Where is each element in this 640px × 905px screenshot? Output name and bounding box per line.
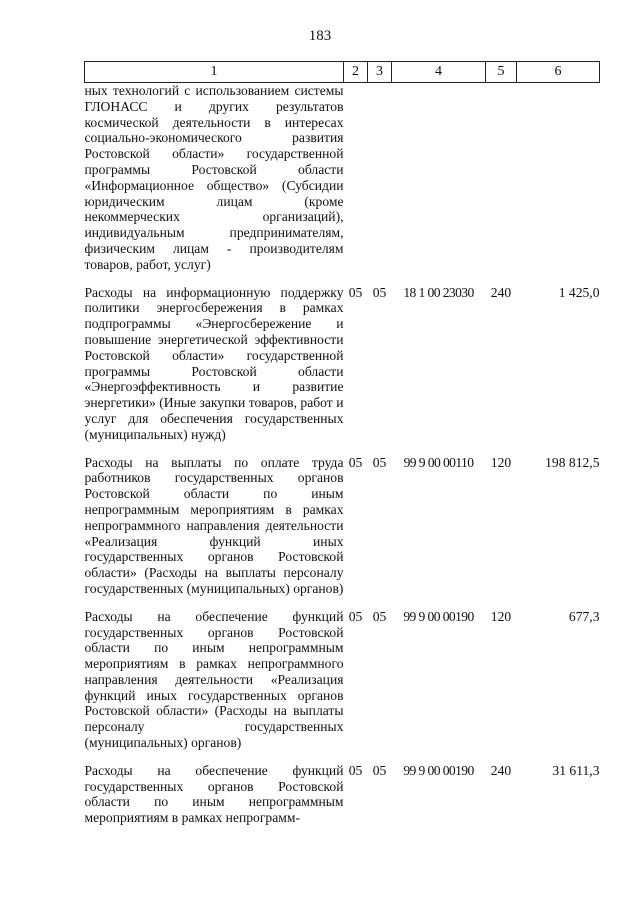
- column-header: 4: [392, 62, 486, 83]
- row-amount: 677,3: [568, 608, 600, 624]
- budget-table: [84, 61, 600, 826]
- row-target-code: [392, 83, 486, 273]
- row-description: Расходы на обеспечение функций государственных органов Ростовской области по иным непрограммным мероприятиям в рамках непрограмм-: [84, 762, 344, 826]
- row-section: [344, 83, 368, 273]
- row-description: Расходы на информационную поддержку политики энергосбережения в рамках подпрограммы «Энергосбережение и повышение энергетической эффективности Ростовской области» государственной программы Ростовской области «Энергоэффективность и развитие энергетики» (Иные закупки товаров, работ и услуг для обеспечения государственных (муниципальных) нужд): [84, 284, 344, 442]
- row-expense-type: 240: [490, 284, 512, 300]
- row-subsection: 05: [372, 454, 387, 470]
- row-expense-type: [486, 83, 517, 273]
- column-header: 3: [368, 62, 392, 83]
- row-section: 05: [348, 762, 363, 778]
- page-number: 183: [308, 28, 332, 44]
- row-expense-type: 120: [490, 454, 512, 470]
- row-target-code: 99 9 00 00190: [403, 608, 474, 624]
- row-section: 05: [348, 284, 363, 300]
- row-target-code: 18 1 00 23030: [403, 284, 474, 300]
- table-row: [85, 455, 600, 597]
- row-expense-type: 120: [490, 608, 512, 624]
- row-amount: [517, 83, 600, 273]
- row-target-code: 99 9 00 00190: [403, 762, 474, 778]
- row-amount: 31 611,3: [552, 762, 600, 778]
- row-subsection: 05: [372, 762, 387, 778]
- column-header: 2: [344, 62, 368, 83]
- row-description: ных технологий с использованием системы ГЛОНАСС и других результатов космической деятельности в интересах социально-экономического развития Ростовской области» государственной программы Ростовской области «Информационное общество» (Субсидии юридическим лицам (кроме некоммерческих организаций), индивидуальным предпринимателям, физическим лицам - производителям товаров, работ, услуг): [84, 83, 344, 272]
- row-target-code: 99 9 00 00110: [403, 454, 474, 470]
- table-row: [85, 285, 600, 443]
- row-section: 05: [348, 608, 363, 624]
- table-header-row: [85, 62, 600, 83]
- row-amount: 198 812,5: [545, 454, 600, 470]
- row-expense-type: 240: [490, 762, 512, 778]
- row-subsection: [368, 83, 392, 273]
- table-row: [85, 609, 600, 751]
- column-header: 5: [486, 62, 517, 83]
- row-spacer: [85, 443, 600, 455]
- row-subsection: 05: [372, 608, 387, 624]
- row-spacer: [85, 751, 600, 763]
- table-row: [85, 83, 600, 273]
- row-spacer: [85, 273, 600, 285]
- row-amount: 1 425,0: [558, 284, 600, 300]
- column-header: 1: [85, 62, 344, 83]
- row-section: 05: [348, 454, 363, 470]
- row-subsection: 05: [372, 284, 387, 300]
- row-description: Расходы на выплаты по оплате труда работников государственных органов Ростовской области по иным непрограммным мероприятиям в рамках непрограммного направления деятельности «Реализация функций иных государственных органов Ростовской области» (Расходы на выплаты персоналу государственных (муниципальных) органов): [84, 454, 344, 596]
- column-header: 6: [517, 62, 600, 83]
- row-description: Расходы на обеспечение функций государственных органов Ростовской области по иным непрограммным мероприятиям в рамках непрограммного направления деятельности «Реализация функций иных государственных органов Ростовской области» (Расходы на выплаты персоналу государственных (муниципальных) органов): [84, 608, 344, 751]
- row-spacer: [85, 597, 600, 609]
- table-row: [85, 763, 600, 826]
